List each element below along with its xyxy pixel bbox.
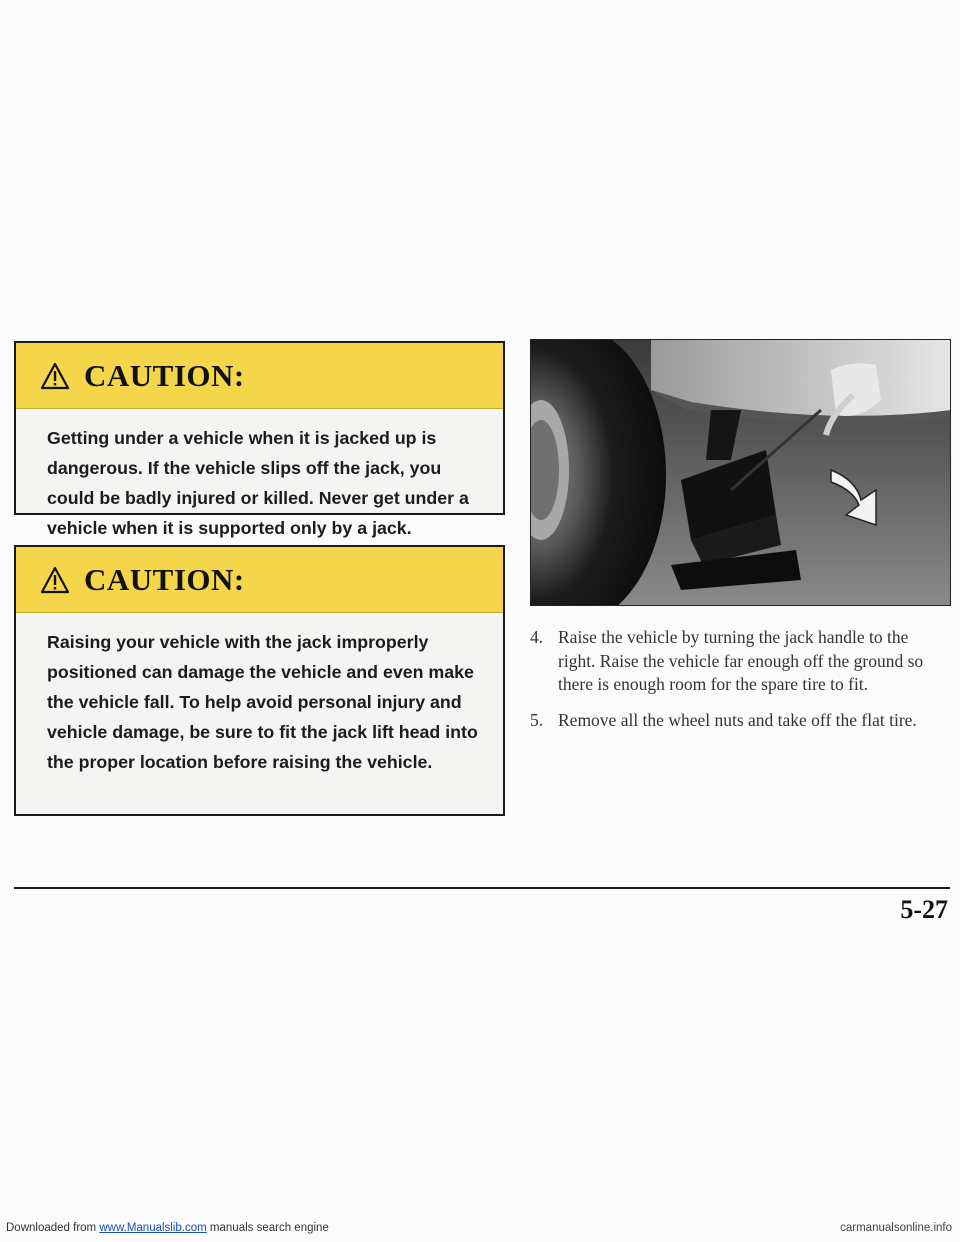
caution-header [16,547,503,613]
step-number: 5. [530,709,544,730]
step-number: 4. [530,627,544,647]
caution-title: CAUTION: [84,561,245,597]
step-item [526,626,946,697]
download-footer [6,1222,329,1234]
footer-rule [14,887,950,889]
footer-prefix: Downloaded from [6,1222,97,1234]
footer-suffix: manuals search engine [209,1222,329,1234]
caution-text: Getting under a vehicle when it is jacked up is dangerous. If the vehicle slips off the jack, you could be badly injured or killed. Never get under a vehicle when it is supported only by a jack. [47,428,469,538]
caution-box-jacked-up [14,341,505,538]
jack-under-vehicle-illustration [531,340,951,606]
caution-box-jack-position [14,545,505,816]
caution-text: Raising your vehicle with the jack improperly positioned can damage the vehicle and even make the vehicle fall. To help avoid personal injury and vehicle damage, be sure to fit the jack lift head into the proper location before raising the vehicle. [47,632,478,772]
caution-header [16,343,503,409]
step-item [526,709,946,733]
warning-triangle-icon [40,362,70,390]
page-number: 5-27 [900,895,948,924]
watermark-text: carmanualsonline.info [840,1222,952,1234]
manualslib-link[interactable]: www.Manualslib.com [99,1222,207,1234]
step-text: Raise the vehicle by turning the jack handle to the right. Raise the vehicle far enough off the ground so there is enough room for the spare tire to fit. [558,627,924,694]
procedure-steps [526,626,946,744]
jack-photo [530,339,951,606]
step-text: Remove all the wheel nuts and take off the flat tire. [558,709,917,730]
warning-triangle-icon [40,566,70,594]
caution-title: CAUTION: [84,357,245,393]
